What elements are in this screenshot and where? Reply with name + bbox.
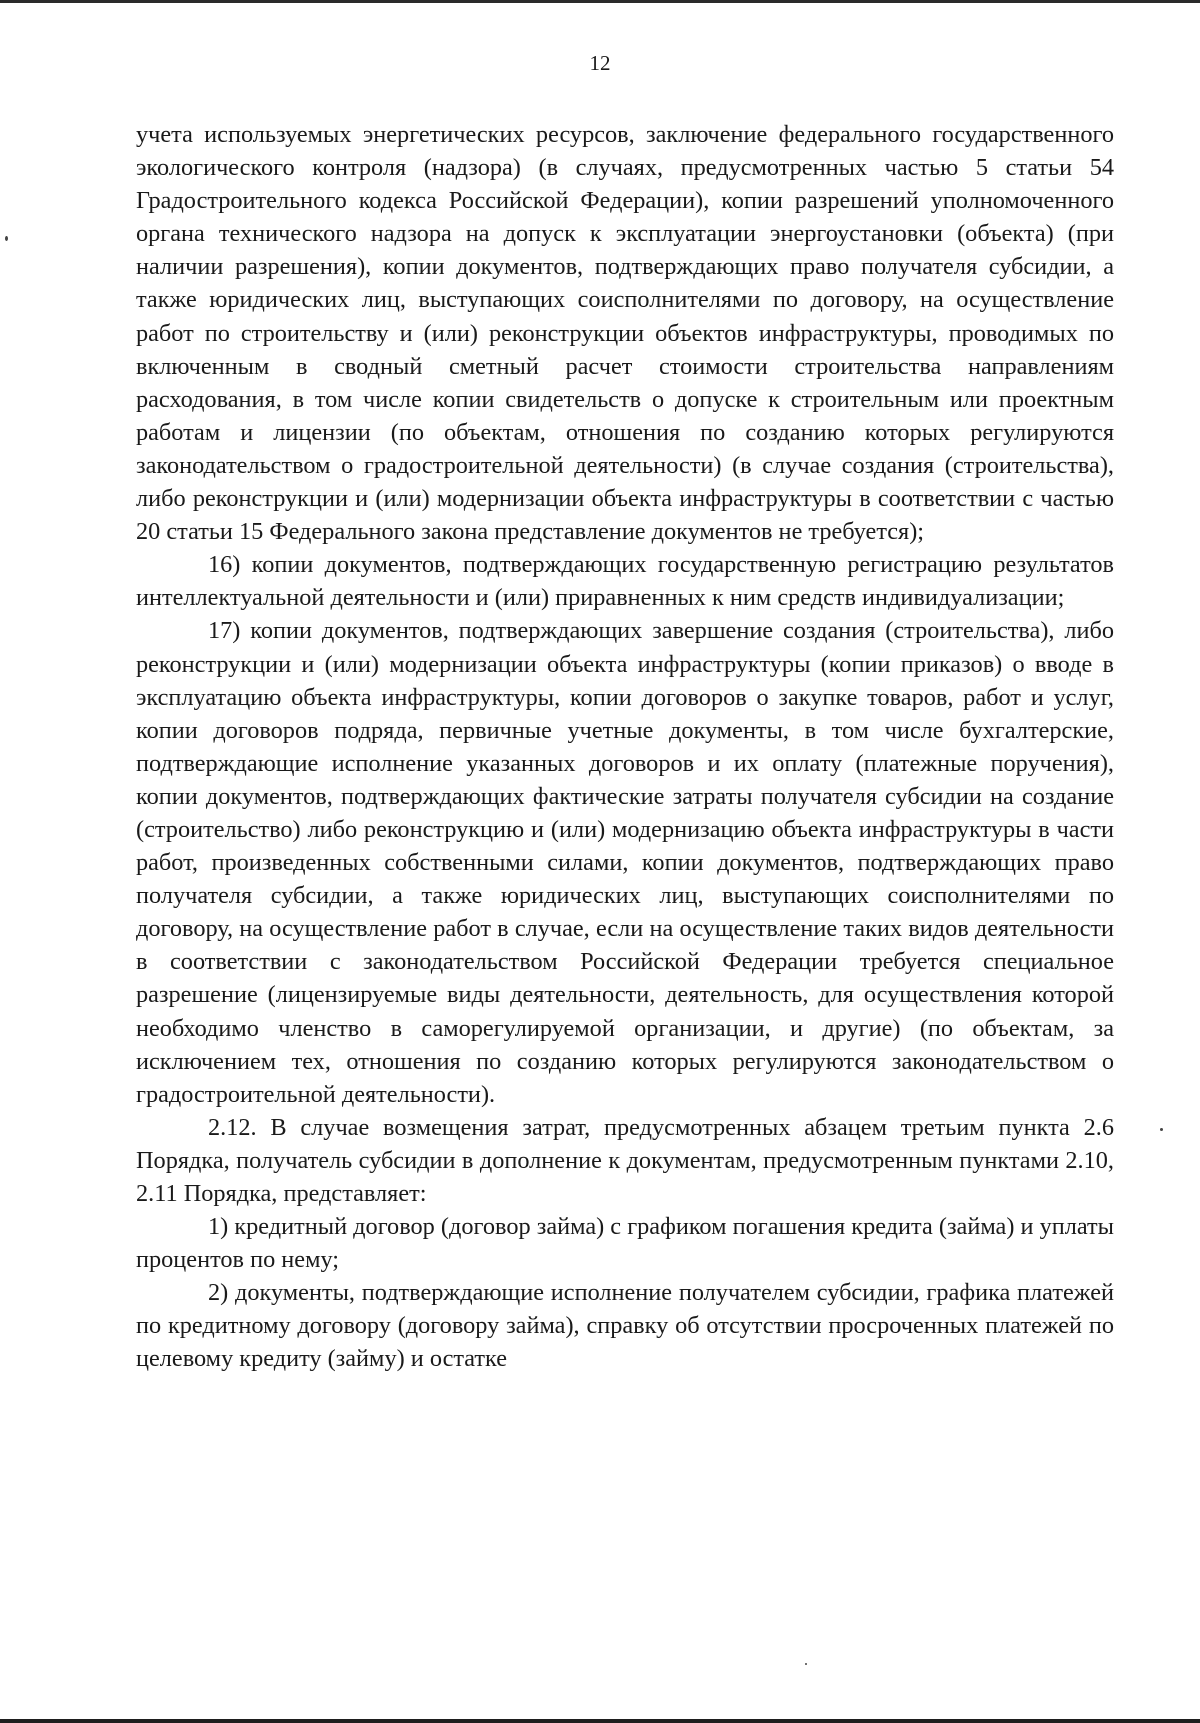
paragraph-item-16: 16) копии документов, подтверждающих государственную регистрацию результатов интеллектуальной деятельности и (или) приравненных к ним средств индивидуализации; <box>136 551 1114 612</box>
scan-speck <box>1160 1128 1163 1131</box>
scan-top-edge <box>0 0 1200 3</box>
paragraph-item-1: 1) кредитный договор (договор займа) с графиком погашения кредита (займа) и уплаты процентов по нему; <box>136 1213 1114 1274</box>
scan-bottom-edge <box>0 1719 1200 1723</box>
paragraph-documents-list-continuation: учета используемых энергетических ресурсов, заключение федерального государственного экологического контроля (надзора) (в случаях, предусмотренных частью 5 статьи 54 Градостроительного кодекса Российской Федерации), копии разрешений уполномоченного органа технического надзора на допуск к эксплуатации энергоустановки (объекта) (при наличии разрешения), копии документов, подтверждающих право получателя субсидии, а также юридических лиц, выступающих соисполнителями по договору, на осуществление работ по строительству и (или) реконструкции объектов инфраструктуры, проводимых по включенным в сводный сметный расчет стоимости строительства направлениям расходования, в том числе копии свидетельств о допуске к строительным или проектным работам и лицензии (по объектам, отношения по созданию которых регулируются законодательством о градостроительной деятельности) (в случае создания (строительства), либо реконструкции и (или) модернизации объекта инфраструктуры в соответствии с частью 20 статьи 15 Федерального закона представление документов не требуется); <box>136 121 1114 546</box>
document-body <box>136 118 1114 1376</box>
paragraph-item-17: 17) копии документов, подтверждающих завершение создания (строительства), либо реконструкции и (или) модернизации объекта инфраструктуры (копии приказов) о вводе в эксплуатацию объекта инфраструктуры, копии договоров о закупке товаров, работ и услуг, копии договоров подряда, первичные учетные документы, в том числе бухгалтерские, подтверждающие исполнение указанных договоров и их оплату (платежные поручения), копии документов, подтверждающих фактические затраты получателя субсидии на создание (строительство) либо реконструкцию и (или) модернизацию объекта инфраструктуры в части работ, произведенных собственными силами, копии документов, подтверждающих право получателя субсидии, а также юридических лиц, выступающих соисполнителями по договору, на осуществление работ в случае, если на осуществление таких видов деятельности в соответствии с законодательством Российской Федерации требуется специальное разрешение (лицензируемые виды деятельности, деятельность, для осуществления которой необходимо членство в саморегулируемой организации, и другие) (по объектам, за исключением тех, отношения по созданию которых регулируются законодательством о градостроительной деятельности). <box>136 617 1114 1108</box>
paragraph-clause-2-12: 2.12. В случае возмещения затрат, предусмотренных абзацем третьим пункта 2.6 Порядка, получатель субсидии в дополнение к документам, предусмотренным пунктами 2.10, 2.11 Порядка, представляет: <box>136 1113 1114 1207</box>
page-number: 12 <box>589 51 611 75</box>
scan-speck <box>805 1663 807 1665</box>
scan-speck <box>5 236 8 241</box>
paragraph-item-2: 2) документы, подтверждающие исполнение получателем субсидии, графика платежей по кредитному договору (договору займа), справку об отсутствии просроченных платежей по целевому кредиту (займу) и остатке <box>136 1279 1114 1373</box>
